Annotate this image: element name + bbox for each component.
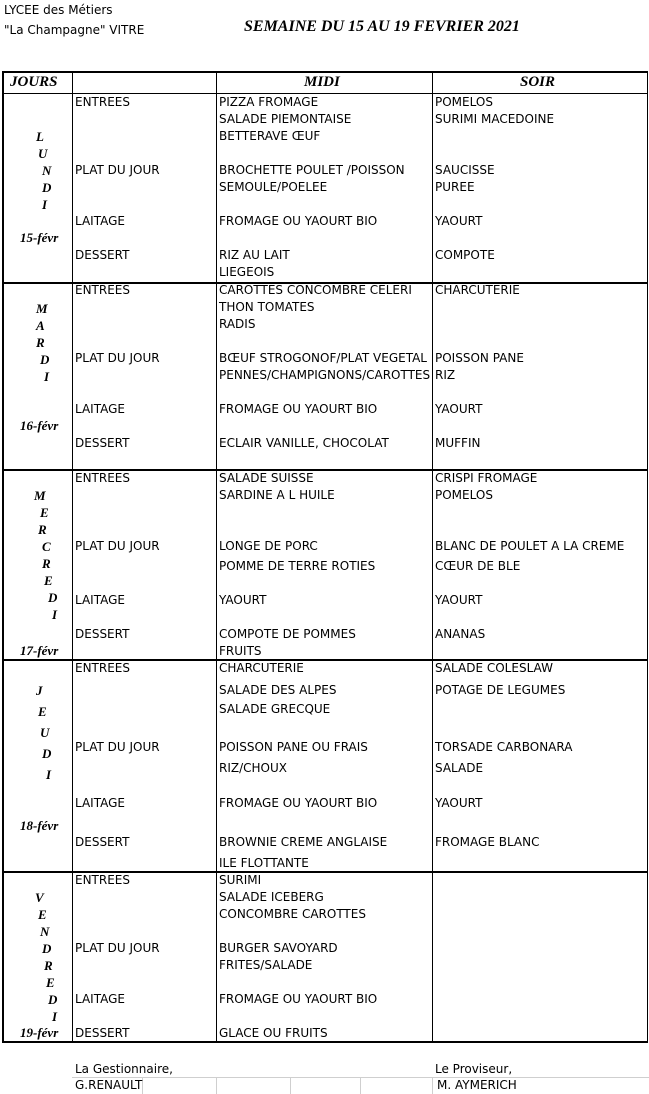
day-letter: R [36, 335, 45, 350]
column-border [72, 71, 73, 1043]
course-label: PLAT DU JOUR [75, 941, 160, 955]
midi-dish: ECLAIR VANILLE, CHOCOLAT [219, 436, 389, 450]
soir-dish: MUFFIN [435, 436, 481, 450]
midi-dish: CONCOMBRE CAROTTES [219, 907, 366, 921]
day-letter: E [46, 975, 55, 990]
course-label: ENTREES [75, 283, 131, 297]
soir-dish: SAUCISSE [435, 163, 495, 177]
soir-dish: YAOURT [435, 593, 483, 607]
day-letter: I [42, 197, 48, 212]
course-label: LAITAGE [75, 992, 125, 1006]
day-letter: R [38, 522, 47, 537]
course-label: PLAT DU JOUR [75, 351, 160, 365]
midi-dish: RIZ AU LAIT [219, 248, 290, 262]
course-label: ENTREES [75, 95, 131, 109]
footer-gridline [290, 1077, 291, 1094]
day-letter: E [40, 505, 49, 520]
day-letter: I [52, 607, 58, 622]
day-letter: D [42, 746, 52, 761]
footer-gestionnaire-title: La Gestionnaire, [75, 1062, 173, 1076]
midi-dish: LIEGEOIS [219, 265, 275, 279]
soir-dish: YAOURT [435, 214, 483, 228]
footer-proviseur-title: Le Proviseur, [435, 1062, 513, 1076]
midi-dish: SURIMI [219, 873, 262, 887]
header-midi: MIDI [304, 74, 340, 90]
footer-gridline [216, 1077, 217, 1094]
course-label: LAITAGE [75, 796, 125, 810]
day-letter: E [38, 704, 47, 719]
soir-dish: RIZ [435, 368, 456, 382]
day-date: 16-févr [20, 418, 59, 433]
day-letter: V [35, 890, 44, 905]
midi-dish: CAROTTES CONCOMBRE CELERI [219, 283, 412, 297]
day-letter: I [52, 1009, 58, 1024]
midi-dish: FROMAGE OU YAOURT BIO [219, 992, 378, 1006]
column-border [647, 71, 648, 1043]
soir-dish: COMPOTE [435, 248, 495, 262]
course-label: PLAT DU JOUR [75, 163, 160, 177]
midi-dish: BROCHETTE POULET /POISSON [219, 163, 405, 177]
midi-dish: SALADE PIEMONTAISE [219, 112, 352, 126]
soir-dish: POISSON PANE [435, 351, 524, 365]
midi-dish: FRUITS [219, 644, 262, 658]
course-label: LAITAGE [75, 402, 125, 416]
day-date: 19-févr [20, 1025, 59, 1040]
day-separator [2, 1041, 648, 1043]
soir-dish: TORSADE CARBONARA [435, 740, 573, 754]
day-letter: N [42, 163, 52, 178]
midi-dish: SARDINE A L HUILE [219, 488, 335, 502]
soir-dish: POMELOS [435, 488, 493, 502]
day-letter: I [44, 369, 50, 384]
day-letter: D [48, 992, 58, 1007]
midi-dish: RIZ/CHOUX [219, 761, 287, 775]
midi-dish: ILE FLOTTANTE [219, 856, 309, 870]
page-title: SEMAINE DU 15 AU 19 FEVRIER 2021 [244, 18, 520, 35]
course-label: LAITAGE [75, 593, 125, 607]
course-label: PLAT DU JOUR [75, 740, 160, 754]
soir-dish: CHARCUTERIE [435, 283, 520, 297]
midi-dish: COMPOTE DE POMMES [219, 627, 356, 641]
header-bottom-border [2, 93, 648, 94]
day-letter: J [36, 683, 43, 698]
soir-dish: PUREE [435, 180, 475, 194]
midi-dish: SALADE SUISSE [219, 471, 314, 485]
midi-dish: FRITES/SALADE [219, 958, 313, 972]
midi-dish: BETTERAVE ŒUF [219, 129, 321, 143]
footer-gridline [432, 1077, 433, 1094]
midi-dish: FROMAGE OU YAOURT BIO [219, 214, 378, 228]
course-label: DESSERT [75, 248, 130, 262]
day-letter: A [36, 318, 45, 333]
day-letter: U [40, 725, 50, 740]
midi-dish: POMME DE TERRE ROTIES [219, 559, 376, 573]
midi-dish: BROWNIE CREME ANGLAISE [219, 835, 388, 849]
soir-dish: YAOURT [435, 402, 483, 416]
day-letter: E [38, 907, 47, 922]
midi-dish: THON TOMATES [219, 300, 315, 314]
course-label: ENTREES [75, 661, 131, 675]
day-letter: I [46, 767, 52, 782]
course-label: DESSERT [75, 436, 130, 450]
midi-dish: SALADE ICEBERG [219, 890, 324, 904]
day-letter: U [38, 146, 48, 161]
day-date: 17-févr [20, 643, 59, 658]
header-soir: SOIR [520, 74, 556, 90]
header-jours: JOURS [10, 74, 58, 90]
footer-gestionnaire-name: G.RENAULT [75, 1078, 143, 1092]
course-label: DESSERT [75, 627, 130, 641]
day-letter: E [44, 573, 53, 588]
footer-proviseur-name: M. AYMERICH [437, 1078, 517, 1092]
soir-dish: YAOURT [435, 796, 483, 810]
course-label: LAITAGE [75, 214, 125, 228]
table-top-border [2, 71, 648, 73]
soir-dish: POMELOS [435, 95, 493, 109]
soir-dish: SALADE COLESLAW [435, 661, 553, 675]
midi-dish: SEMOULE/POELEE [219, 180, 328, 194]
course-label: ENTREES [75, 471, 131, 485]
column-border [2, 71, 4, 1043]
day-letter: R [42, 556, 51, 571]
soir-dish: CŒUR DE BLE [435, 559, 521, 573]
soir-dish: CRISPI FROMAGE [435, 471, 538, 485]
midi-dish: CHARCUTERIE [219, 661, 304, 675]
midi-dish: BŒUF STROGONOF/PLAT VEGETAL [219, 351, 427, 365]
soir-dish: SALADE [435, 761, 484, 775]
midi-dish: SALADE DES ALPES [219, 683, 337, 697]
midi-dish: PENNES/CHAMPIGNONS/CAROTTES [219, 368, 431, 382]
column-border [432, 71, 433, 1043]
day-date: 18-févr [20, 818, 59, 833]
soir-dish: ANANAS [435, 627, 486, 641]
footer-gridline [360, 1077, 361, 1094]
column-border [216, 71, 217, 1043]
midi-dish: BURGER SAVOYARD [219, 941, 338, 955]
midi-dish: YAOURT [219, 593, 267, 607]
day-letter: D [42, 180, 52, 195]
soir-dish: FROMAGE BLANC [435, 835, 540, 849]
school-name: LYCEE des Métiers [4, 3, 113, 17]
day-letter: M [36, 301, 48, 316]
midi-dish: LONGE DE PORC [219, 539, 318, 553]
day-letter: C [42, 539, 51, 554]
day-letter: D [48, 590, 58, 605]
midi-dish: POISSON PANE OU FRAIS [219, 740, 368, 754]
day-date: 15-févr [20, 230, 59, 245]
midi-dish: FROMAGE OU YAOURT BIO [219, 402, 378, 416]
course-label: PLAT DU JOUR [75, 539, 160, 553]
midi-dish: RADIS [219, 317, 256, 331]
soir-dish: BLANC DE POULET A LA CREME [435, 539, 625, 553]
day-letter: N [40, 924, 50, 939]
midi-dish: FROMAGE OU YAOURT BIO [219, 796, 378, 810]
course-label: DESSERT [75, 835, 130, 849]
midi-dish: PIZZA FROMAGE [219, 95, 319, 109]
day-letter: D [40, 352, 50, 367]
soir-dish: POTAGE DE LEGUMES [435, 683, 566, 697]
course-label: ENTREES [75, 873, 131, 887]
day-letter: L [36, 129, 44, 144]
course-label: DESSERT [75, 1026, 130, 1040]
midi-dish: SALADE GRECQUE [219, 702, 331, 716]
soir-dish: SURIMI MACEDOINE [435, 112, 555, 126]
day-letter: M [34, 488, 46, 503]
day-letter: R [44, 958, 53, 973]
day-letter: D [42, 941, 52, 956]
midi-dish: GLACE OU FRUITS [219, 1026, 328, 1040]
school-location: "La Champagne" VITRE [4, 23, 145, 37]
